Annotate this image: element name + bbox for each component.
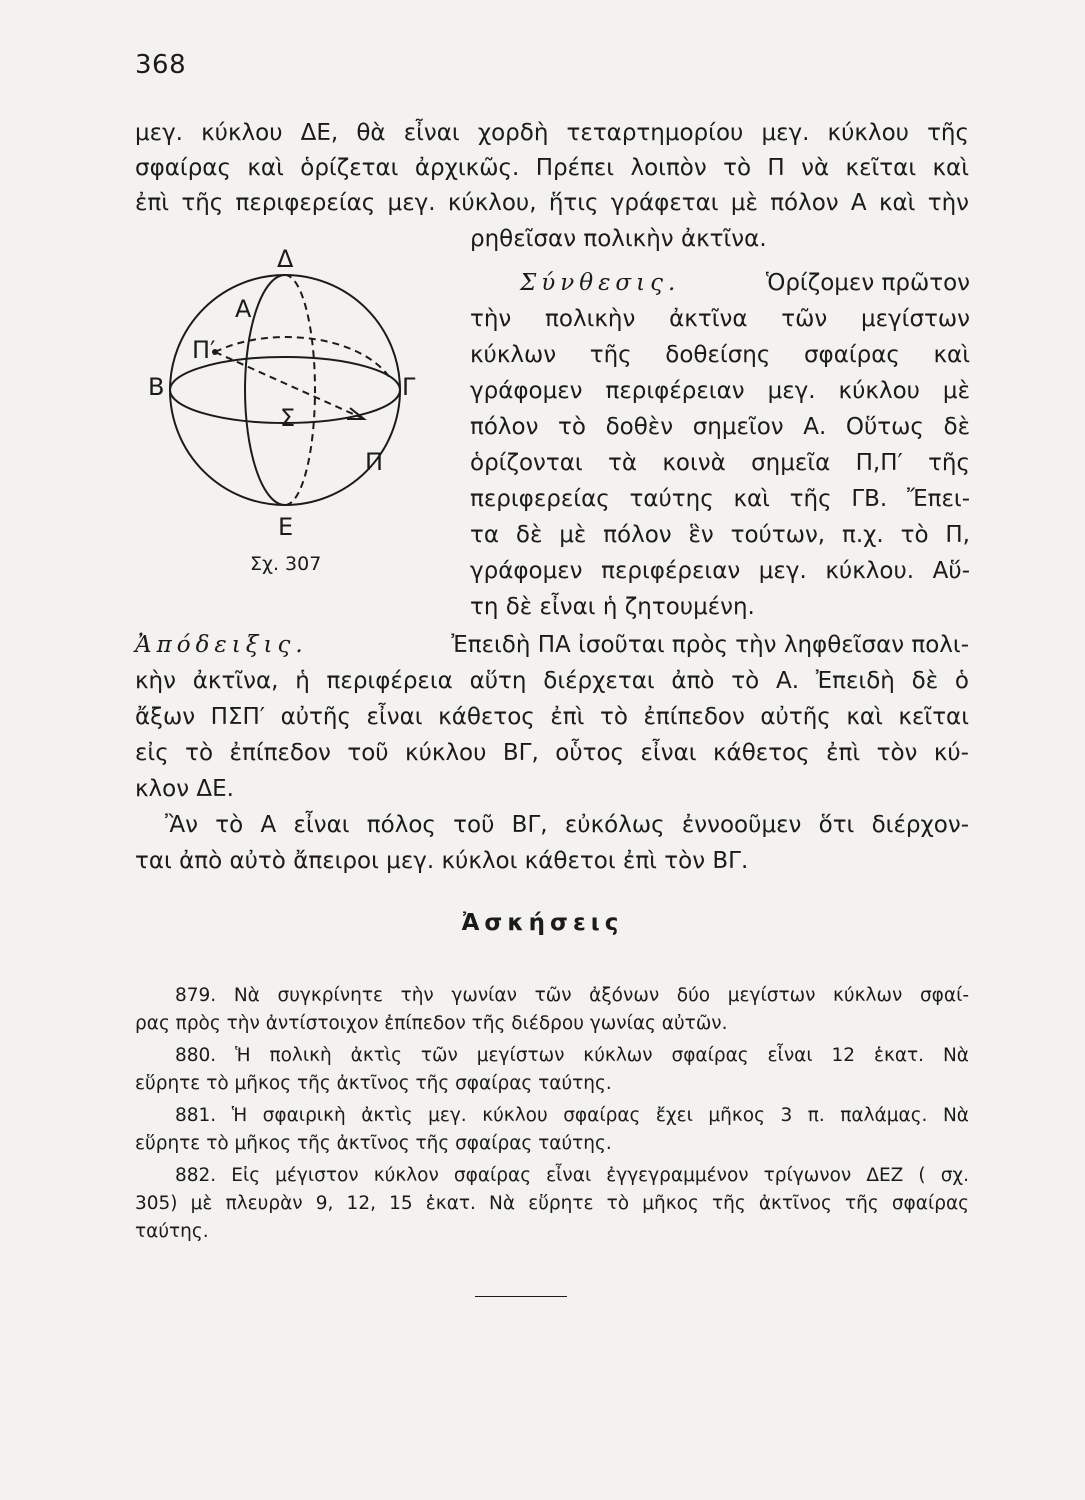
body-line: ἄξων ΠΣΠ′ αὐτῆς εἶναι κάθετος ἐπὶ τὸ ἐπίπεδον αὐτῆς καὶ κεῖται [135, 704, 969, 730]
body-line: μεγ. κύκλου ΔΕ, θὰ εἶναι χορδὴ τεταρτημορίου μεγ. κύκλου τῆς [135, 120, 969, 146]
body-line: πόλον τὸ δοθὲν σημεῖον Α. Οὕτως δὲ [470, 414, 970, 440]
body-line: τη δὲ εἶναι ἡ ζητουμένη. [470, 594, 755, 620]
body-line: Ἂν τὸ Α εἶναι πόλος τοῦ ΒΓ, εὐκόλως ἐννοοῦμεν ὅτι διέρχον- [165, 812, 969, 838]
label-epsilon: Ε [278, 513, 294, 541]
body-line: ὁρίζονται τὰ κοινὰ σημεῖα Π,Π′ τῆς [470, 450, 970, 476]
body-line: γράφομεν περιφέρειαν μεγ. κύκλου μὲ [470, 378, 970, 404]
proof-first-text: Ἐπειδὴ ΠΑ ἰσοῦται πρὸς τὴν ληφθεῖσαν πολι- [451, 632, 969, 658]
label-beta: Β [148, 373, 165, 401]
exercise-line: 881. Ἡ σφαιρικὴ ἀκτὶς μεγ. κύκλου σφαίρας ἔχει μῆκος 3 π. παλάμας. Νὰ [175, 1105, 969, 1126]
exercise-line: 879. Νὰ συγκρίνητε τὴν γωνίαν τῶν ἀξόνων δύο μεγίστων κύκλων σφαί- [175, 985, 969, 1006]
label-delta: Δ [277, 245, 294, 273]
body-line: κὴν ἀκτῖνα, ἡ περιφέρεια αὕτη διέρχεται ἀπὸ τὸ Α. Ἐπειδὴ δὲ ὁ [135, 668, 969, 694]
exercise-line: 305) μὲ πλευρὰν 9, 12, 15 ἑκατ. Νὰ εὕρητε τὸ μῆκος τῆς ἀκτῖνος τῆς σφαίρας [135, 1193, 969, 1214]
body-line: γράφομεν περιφέρειαν μεγ. κύκλου. Αὕ- [470, 558, 970, 584]
exercise-line: εὕρητε τὸ μῆκος τῆς ἀκτῖνος τῆς σφαίρας ταύτης. [135, 1133, 612, 1154]
exercise-line: 882. Εἰς μέγιστον κύκλον σφαίρας εἶναι ἐγγεγραμμένον τρίγωνον ΔΕΖ ( σχ. [175, 1165, 969, 1186]
label-a: Α [235, 295, 252, 323]
body-line: ρηθεῖσαν πολικὴν ἀκτῖνα. [470, 226, 767, 252]
synthesis-first-line [520, 270, 970, 296]
exercise-line: ρας πρὸς τὴν ἀντίστοιχον ἐπίπεδον τῆς διέδρου γωνίας αὐτῶν. [135, 1013, 728, 1034]
body-line: ται ἀπὸ αὐτὸ ἄπειροι μεγ. κύκλοι κάθετοι ἐπὶ τὸν ΒΓ. [135, 848, 749, 874]
body-line: σφαίρας καὶ ὁρίζεται ἀρχικῶς. Πρέπει λοιπὸν τὸ Π νὰ κεῖται καὶ [135, 155, 969, 181]
proof-first-line [135, 632, 969, 658]
label-sigma: Σ [280, 404, 296, 432]
exercises-heading: Ἀσκήσεις [461, 910, 624, 936]
synthesis-heading: Σύνθεσις. [520, 270, 681, 296]
figure-caption: Σχ. 307 [250, 553, 322, 575]
body-line: τα δὲ μὲ πόλον ἓν τούτων, π.χ. τὸ Π, [470, 522, 970, 548]
proof-heading: Ἀπόδειξις. [135, 632, 308, 658]
body-line: τὴν πολικὴν ἀκτῖνα τῶν μεγίστων [470, 306, 970, 332]
meridian-back [285, 275, 315, 505]
label-p: Π [365, 448, 384, 476]
body-line: περιφερείας ταύτης καὶ τῆς ΓΒ. Ἔπει- [470, 486, 970, 512]
end-rule [475, 1296, 567, 1297]
body-line: κλον ΔΕ. [135, 776, 234, 802]
page-number: 368 [135, 50, 187, 80]
exercise-line: εὕρητε τὸ μῆκος τῆς ἀκτῖνος τῆς σφαίρας ταύτης. [135, 1073, 612, 1094]
label-gamma: Γ [402, 373, 416, 401]
exercise-line: 880. Ἡ πολικὴ ἀκτὶς τῶν μεγίστων κύκλων σφαίρας εἶναι 12 ἑκατ. Νὰ [175, 1045, 969, 1066]
sphere-figure [140, 230, 430, 560]
exercise-line: ταύτης. [135, 1221, 209, 1242]
body-line: κύκλων τῆς δοθείσης σφαίρας καὶ [470, 342, 970, 368]
label-p-prime: Π′ [192, 336, 216, 364]
body-line: εἰς τὸ ἐπίπεδον τοῦ κύκλου ΒΓ, οὗτος εἶναι κάθετος ἐπὶ τὸν κύ- [135, 740, 969, 766]
body-line: ἐπὶ τῆς περιφερείας μεγ. κύκλου, ἥτις γράφεται μὲ πόλον Α καὶ τὴν [135, 190, 969, 216]
synthesis-first-text: Ὁρίζομεν πρῶτον [765, 270, 970, 296]
